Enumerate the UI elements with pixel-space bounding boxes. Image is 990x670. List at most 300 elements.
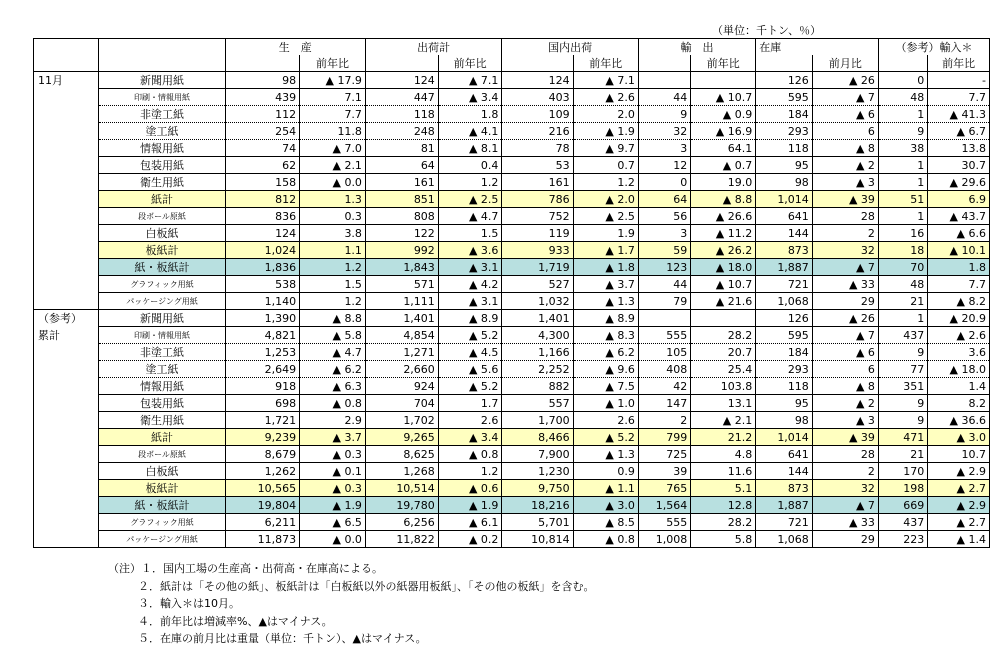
row-label: 衛生用紙 [99, 174, 225, 191]
change-cell: 1.8 [438, 106, 502, 123]
change-cell: 1.9 [573, 225, 638, 242]
change-cell: 2 [812, 463, 878, 480]
section-label-cell [34, 276, 99, 293]
value-cell: 1,024 [225, 242, 300, 259]
header-blank-3 [34, 55, 99, 72]
value-cell: 1,253 [225, 344, 300, 361]
section-label-cell [34, 412, 99, 429]
table-row [34, 310, 990, 327]
value-cell: 9,750 [502, 480, 573, 497]
value-cell: 123 [638, 259, 690, 276]
row-label: 包装用紙 [99, 395, 225, 412]
change-cell: ▲ 0.2 [438, 531, 502, 548]
value-cell: 836 [225, 208, 300, 225]
change-cell: 1.2 [438, 463, 502, 480]
table-row [34, 276, 990, 293]
section-label-cell [34, 395, 99, 412]
change-cell: 13.8 [928, 140, 990, 157]
change-cell: ▲ 0.8 [300, 395, 366, 412]
row-label: 印刷・情報用紙 [99, 89, 225, 106]
table-row [34, 89, 990, 106]
change-cell: 11.8 [300, 123, 366, 140]
value-cell: 98 [225, 72, 300, 89]
value-cell: 11,822 [365, 531, 438, 548]
change-cell: 64.1 [691, 140, 756, 157]
table-row [34, 361, 990, 378]
value-cell: 126 [756, 72, 813, 89]
header-sub-blank [756, 55, 813, 72]
change-cell: ▲ 3.4 [438, 429, 502, 446]
value-cell: 44 [638, 89, 690, 106]
value-cell: 527 [502, 276, 573, 293]
change-cell: ▲ 6.7 [928, 123, 990, 140]
section-label-cell [34, 140, 99, 157]
change-cell: ▲ 6.1 [438, 514, 502, 531]
change-cell: 4.8 [691, 446, 756, 463]
change-cell: ▲ 1.9 [438, 497, 502, 514]
change-cell: 8.2 [928, 395, 990, 412]
section-label-cell [34, 446, 99, 463]
change-cell: ▲ 7.5 [573, 378, 638, 395]
value-cell: 1,836 [225, 259, 300, 276]
value-cell: 32 [638, 123, 690, 140]
section-label-cell [34, 429, 99, 446]
change-cell: ▲ 8.2 [928, 293, 990, 310]
header-imports-reference: （参考）輸入＊ [878, 39, 989, 56]
table-row [34, 497, 990, 514]
value-cell: 109 [502, 106, 573, 123]
change-cell: 6 [812, 123, 878, 140]
row-label: グラフィック用紙 [99, 514, 225, 531]
change-cell: ▲ 20.9 [928, 310, 990, 327]
table-row [34, 140, 990, 157]
value-cell: 3 [638, 140, 690, 157]
change-cell: 5.1 [691, 480, 756, 497]
value-cell: 851 [365, 191, 438, 208]
value-cell: 21 [878, 446, 927, 463]
change-cell: ▲ 2.1 [691, 412, 756, 429]
value-cell: 704 [365, 395, 438, 412]
change-cell: ▲ 0.7 [691, 157, 756, 174]
change-cell: ▲ 5.6 [438, 361, 502, 378]
table-row [34, 463, 990, 480]
change-cell: ▲ 6.3 [300, 378, 366, 395]
change-cell: 1.8 [928, 259, 990, 276]
change-cell: ▲ 3.7 [300, 429, 366, 446]
value-cell: 147 [638, 395, 690, 412]
change-cell: 3.6 [928, 344, 990, 361]
change-cell: ▲ 0.1 [300, 463, 366, 480]
table-row [34, 531, 990, 548]
table-row [34, 106, 990, 123]
value-cell: 1,008 [638, 531, 690, 548]
value-cell: 2,660 [365, 361, 438, 378]
value-cell: 293 [756, 361, 813, 378]
section-label-cell [34, 208, 99, 225]
change-cell: ▲ 9.6 [573, 361, 638, 378]
row-label: グラフィック用紙 [99, 276, 225, 293]
table-row [34, 378, 990, 395]
change-cell: ▲ 10.1 [928, 242, 990, 259]
change-cell: ▲ 10.7 [691, 276, 756, 293]
header-sub-shipments-yoy: 前年比 [438, 55, 502, 72]
header-sub-blank [638, 55, 690, 72]
change-cell: 5.8 [691, 531, 756, 548]
header-blank-4 [99, 55, 225, 72]
change-cell: 2.9 [300, 412, 366, 429]
change-cell: ▲ 2.6 [573, 89, 638, 106]
change-cell: ▲ 0.9 [691, 106, 756, 123]
value-cell: 170 [878, 463, 927, 480]
table-row [34, 395, 990, 412]
value-cell: 105 [638, 344, 690, 361]
change-cell: ▲ 4.1 [438, 123, 502, 140]
change-cell: 7.7 [300, 106, 366, 123]
value-cell: 641 [756, 208, 813, 225]
change-cell: ▲ 8 [812, 378, 878, 395]
change-cell: 0.3 [300, 208, 366, 225]
section-label-cell [34, 123, 99, 140]
value-cell [638, 310, 690, 327]
change-cell: ▲ 17.9 [300, 72, 366, 89]
table-row [34, 429, 990, 446]
section-label-cell [34, 463, 99, 480]
change-cell: 0.9 [573, 463, 638, 480]
value-cell: 0 [638, 174, 690, 191]
value-cell: 1,014 [756, 429, 813, 446]
value-cell: 10,814 [502, 531, 573, 548]
value-cell: 98 [756, 174, 813, 191]
value-cell: 1,140 [225, 293, 300, 310]
header-sub-domestic-yoy: 前年比 [573, 55, 638, 72]
value-cell: 1,887 [756, 497, 813, 514]
change-cell: 21.2 [691, 429, 756, 446]
row-label: 段ボール原紙 [99, 446, 225, 463]
change-cell: ▲ 1.9 [573, 123, 638, 140]
row-label: 情報用紙 [99, 140, 225, 157]
change-cell: ▲ 4.2 [438, 276, 502, 293]
change-cell: ▲ 1.8 [573, 259, 638, 276]
value-cell: 8,679 [225, 446, 300, 463]
value-cell: 786 [502, 191, 573, 208]
change-cell: ▲ 7 [812, 327, 878, 344]
value-cell: 1,068 [756, 531, 813, 548]
change-cell: 20.7 [691, 344, 756, 361]
change-cell: 7.7 [928, 89, 990, 106]
change-cell: ▲ 5.2 [438, 378, 502, 395]
change-cell: ▲ 0.0 [300, 531, 366, 548]
change-cell: ▲ 6.2 [573, 344, 638, 361]
value-cell: 223 [878, 531, 927, 548]
row-label: 非塗工紙 [99, 106, 225, 123]
change-cell: ▲ 1.7 [573, 242, 638, 259]
value-cell: 595 [756, 327, 813, 344]
change-cell: ▲ 2.6 [928, 327, 990, 344]
change-cell: 1.5 [300, 276, 366, 293]
change-cell: 7.7 [928, 276, 990, 293]
value-cell: 59 [638, 242, 690, 259]
row-label: 衛生用紙 [99, 412, 225, 429]
change-cell: 28.2 [691, 514, 756, 531]
row-label: 紙計 [99, 429, 225, 446]
value-cell: 437 [878, 514, 927, 531]
value-cell: 873 [756, 480, 813, 497]
value-cell: 8,625 [365, 446, 438, 463]
change-cell: ▲ 6.6 [928, 225, 990, 242]
change-cell: ▲ 1.1 [573, 480, 638, 497]
change-cell: ▲ 1.3 [573, 446, 638, 463]
change-cell: ▲ 2.9 [928, 497, 990, 514]
value-cell: 74 [225, 140, 300, 157]
value-cell: 9,265 [365, 429, 438, 446]
value-cell: 882 [502, 378, 573, 395]
header-sub-imports-yoy: 前年比 [928, 55, 990, 72]
change-cell: ▲ 11.2 [691, 225, 756, 242]
value-cell: 78 [502, 140, 573, 157]
value-cell: 184 [756, 106, 813, 123]
header-sub-exports-yoy: 前年比 [691, 55, 756, 72]
change-cell: 0.4 [438, 157, 502, 174]
change-cell: ▲ 3.6 [438, 242, 502, 259]
change-cell: ▲ 2.5 [573, 208, 638, 225]
value-cell: 53 [502, 157, 573, 174]
change-cell: ▲ 26.2 [691, 242, 756, 259]
value-cell [638, 72, 690, 89]
value-cell: 4,300 [502, 327, 573, 344]
change-cell: ▲ 7 [812, 497, 878, 514]
table-row [34, 514, 990, 531]
change-cell: 1.7 [438, 395, 502, 412]
value-cell: 9 [878, 344, 927, 361]
value-cell: 124 [365, 72, 438, 89]
value-cell: 447 [365, 89, 438, 106]
value-cell: 1 [878, 174, 927, 191]
table-row [34, 208, 990, 225]
value-cell: 48 [878, 276, 927, 293]
change-cell: ▲ 3.4 [438, 89, 502, 106]
value-cell: 3 [638, 225, 690, 242]
table-row [34, 412, 990, 429]
change-cell: 1.2 [300, 293, 366, 310]
value-cell: 198 [878, 480, 927, 497]
value-cell: 595 [756, 89, 813, 106]
value-cell: 1,032 [502, 293, 573, 310]
section-label-cell [34, 361, 99, 378]
value-cell: 812 [225, 191, 300, 208]
value-cell: 161 [365, 174, 438, 191]
value-cell: 1,230 [502, 463, 573, 480]
value-cell: 11,873 [225, 531, 300, 548]
table-row [34, 293, 990, 310]
footnotes [108, 560, 595, 648]
change-cell: ▲ 5.2 [573, 429, 638, 446]
value-cell: 64 [638, 191, 690, 208]
value-cell: 124 [502, 72, 573, 89]
value-cell: 1,721 [225, 412, 300, 429]
value-cell: 1,401 [502, 310, 573, 327]
row-label: 白板紙 [99, 225, 225, 242]
value-cell: 808 [365, 208, 438, 225]
change-cell: ▲ 18.0 [928, 361, 990, 378]
change-cell: ▲ 8.5 [573, 514, 638, 531]
change-cell: ▲ 3.1 [438, 293, 502, 310]
change-cell: ▲ 3.1 [438, 259, 502, 276]
table-row [34, 242, 990, 259]
value-cell: 4,821 [225, 327, 300, 344]
change-cell: 19.0 [691, 174, 756, 191]
value-cell: 5,701 [502, 514, 573, 531]
value-cell: 6,211 [225, 514, 300, 531]
change-cell: ▲ 7 [812, 89, 878, 106]
change-cell: 25.4 [691, 361, 756, 378]
change-cell: 1.2 [573, 174, 638, 191]
table-row [34, 191, 990, 208]
value-cell: 2 [638, 412, 690, 429]
value-cell: 1 [878, 208, 927, 225]
change-cell: 2.6 [438, 412, 502, 429]
section-label-cell: 累計 [34, 327, 99, 344]
table-row [34, 344, 990, 361]
header-inventory: 在庫 [756, 39, 879, 56]
change-cell: ▲ 0.3 [300, 446, 366, 463]
value-cell: 9 [878, 412, 927, 429]
value-cell: 1,702 [365, 412, 438, 429]
header-sub-blank [225, 55, 300, 72]
change-cell: ▲ 6 [812, 106, 878, 123]
value-cell: 124 [225, 225, 300, 242]
value-cell: 122 [365, 225, 438, 242]
header-sub-inventory-mom: 前月比 [812, 55, 878, 72]
value-cell: 1 [878, 310, 927, 327]
change-cell: 1.3 [300, 191, 366, 208]
value-cell: 10,565 [225, 480, 300, 497]
value-cell: 1,390 [225, 310, 300, 327]
change-cell [691, 310, 756, 327]
header-domestic-shipments: 国内出荷 [502, 39, 638, 56]
table-row [34, 174, 990, 191]
change-cell: ▲ 8.9 [438, 310, 502, 327]
table-row [34, 157, 990, 174]
change-cell: 6.9 [928, 191, 990, 208]
value-cell: 79 [638, 293, 690, 310]
row-label: 新聞用紙 [99, 310, 225, 327]
value-cell: 873 [756, 242, 813, 259]
change-cell: 29 [812, 293, 878, 310]
table-row [34, 123, 990, 140]
value-cell: 81 [365, 140, 438, 157]
table-row [34, 327, 990, 344]
change-cell: ▲ 2.5 [438, 191, 502, 208]
section-label-cell [34, 378, 99, 395]
change-cell: ▲ 33 [812, 276, 878, 293]
change-cell: 28 [812, 446, 878, 463]
change-cell: ▲ 8.8 [691, 191, 756, 208]
value-cell: 1,268 [365, 463, 438, 480]
table-row [34, 480, 990, 497]
change-cell: ▲ 2.7 [928, 480, 990, 497]
change-cell: ▲ 0.3 [300, 480, 366, 497]
value-cell: 538 [225, 276, 300, 293]
change-cell: ▲ 3 [812, 174, 878, 191]
change-cell: ▲ 3 [812, 412, 878, 429]
change-cell: 0.7 [573, 157, 638, 174]
change-cell: ▲ 8.1 [438, 140, 502, 157]
value-cell: 64 [365, 157, 438, 174]
table-row [34, 225, 990, 242]
row-label: 包装用紙 [99, 157, 225, 174]
row-label: 板紙計 [99, 242, 225, 259]
value-cell: 6,256 [365, 514, 438, 531]
change-cell: 1.5 [438, 225, 502, 242]
header-shipments-total: 出荷計 [365, 39, 501, 56]
value-cell: 933 [502, 242, 573, 259]
change-cell: ▲ 1.4 [928, 531, 990, 548]
value-cell: 1,068 [756, 293, 813, 310]
change-cell: ▲ 6 [812, 344, 878, 361]
value-cell: 8,466 [502, 429, 573, 446]
change-cell: ▲ 0.8 [573, 531, 638, 548]
value-cell: 126 [756, 310, 813, 327]
change-cell: ▲ 5.8 [300, 327, 366, 344]
change-cell: ▲ 7 [812, 259, 878, 276]
change-cell: ▲ 4.7 [300, 344, 366, 361]
value-cell: 77 [878, 361, 927, 378]
value-cell: 144 [756, 225, 813, 242]
change-cell: 1.1 [300, 242, 366, 259]
value-cell: 21 [878, 293, 927, 310]
value-cell: 216 [502, 123, 573, 140]
header-sub-production-yoy: 前年比 [300, 55, 366, 72]
value-cell: 12 [638, 157, 690, 174]
value-cell: 18,216 [502, 497, 573, 514]
value-cell: 408 [638, 361, 690, 378]
change-cell: ▲ 26 [812, 310, 878, 327]
change-cell: 32 [812, 242, 878, 259]
value-cell: 1,014 [756, 191, 813, 208]
section-label-cell [34, 174, 99, 191]
change-cell: ▲ 29.6 [928, 174, 990, 191]
change-cell: ▲ 39 [812, 191, 878, 208]
row-label: 段ボール原紙 [99, 208, 225, 225]
change-cell: ▲ 10.7 [691, 89, 756, 106]
value-cell: 725 [638, 446, 690, 463]
change-cell: 10.7 [928, 446, 990, 463]
value-cell: 918 [225, 378, 300, 395]
value-cell: 70 [878, 259, 927, 276]
value-cell: 19,804 [225, 497, 300, 514]
section-label-cell [34, 242, 99, 259]
value-cell: 555 [638, 327, 690, 344]
value-cell: 1,719 [502, 259, 573, 276]
change-cell: - [928, 72, 990, 89]
value-cell: 56 [638, 208, 690, 225]
value-cell: 752 [502, 208, 573, 225]
value-cell: 1 [878, 157, 927, 174]
row-label: 塗工紙 [99, 361, 225, 378]
value-cell: 0 [878, 72, 927, 89]
value-cell: 19,780 [365, 497, 438, 514]
value-cell: 351 [878, 378, 927, 395]
value-cell: 924 [365, 378, 438, 395]
change-cell: ▲ 6.5 [300, 514, 366, 531]
header-blank-2 [99, 39, 225, 56]
header-row-sub [34, 55, 990, 72]
change-cell: ▲ 39 [812, 429, 878, 446]
value-cell: 39 [638, 463, 690, 480]
row-label: 新聞用紙 [99, 72, 225, 89]
value-cell: 18 [878, 242, 927, 259]
header-sub-blank [878, 55, 927, 72]
